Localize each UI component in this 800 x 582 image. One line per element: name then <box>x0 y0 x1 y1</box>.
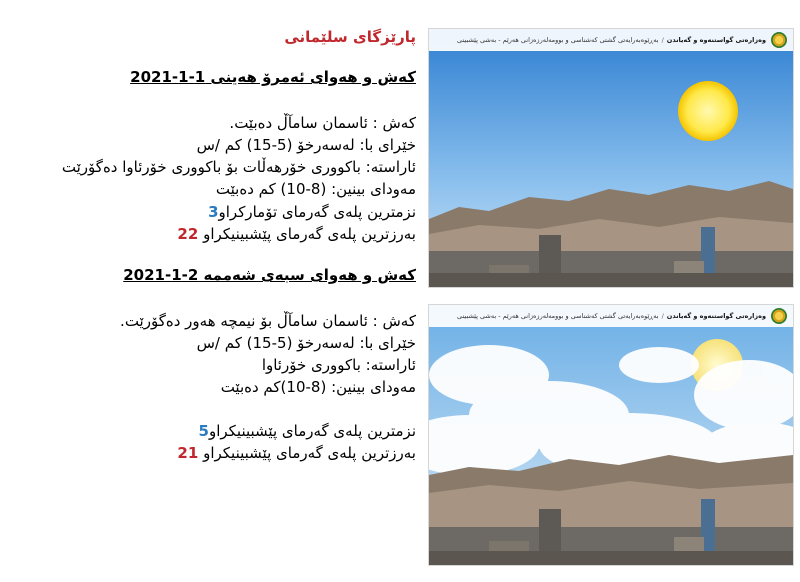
day2-heading: کەش و هەوای سبەی شەممە 2-1-2021 <box>123 266 416 284</box>
cloudy-city-illustration <box>429 305 793 565</box>
day1-low-value: 3 <box>208 203 219 221</box>
day2-wind-direction: ئاراستە: باکووری خۆرئاوا <box>261 356 416 374</box>
day2-low-temp <box>199 422 416 440</box>
day1-condition: کەش : ئاسمان سامآڵ دەبێت. <box>229 114 416 132</box>
day1-wind-speed: خێرای با: لەسەرخۆ (5-15) کم /س <box>196 136 416 154</box>
day1-high-label: بەرزترین پلەی گەرمای پێشبینیکراو <box>203 225 416 243</box>
province-title: پارێزگای سلێمانی <box>284 28 416 46</box>
day2-high-label: بەرزترین پلەی گەرمای پێشبینیکراو <box>203 444 416 462</box>
day1-high-temp <box>177 225 416 243</box>
weather-image-sunny <box>428 28 794 288</box>
weather-image-partly-cloudy <box>428 304 794 566</box>
banner-separator: / <box>661 36 664 44</box>
day2-low-value: 5 <box>198 422 209 440</box>
banner-directorate: بەڕێوەبەرایەتی گشتی کەشناسی و بوومەلەرزەزانی هەرێم - بەشی پێشبینی <box>457 312 659 320</box>
ministry-banner <box>429 305 793 327</box>
day2-high-value: 21 <box>177 444 199 462</box>
day2-condition: کەش : ئاسمان سامآڵ بۆ نیمچە هەور دەگۆرێت. <box>120 312 416 330</box>
sunny-city-illustration <box>429 29 793 287</box>
kurdistan-emblem-icon <box>771 308 787 324</box>
banner-separator: / <box>661 312 664 320</box>
day1-low-temp <box>208 203 416 221</box>
day2-high-temp <box>177 444 416 462</box>
day1-low-label: نزمترین پلەی گەرمای تۆمارکراو <box>218 203 416 221</box>
day1-visibility: مەودای بینین: (8-10) کم دەبێت <box>215 180 416 198</box>
day2-wind-speed: خێرای با: لەسەرخۆ (5-15) کم /س <box>196 334 416 352</box>
ministry-banner <box>429 29 793 51</box>
day2-low-label: نزمترین پلەی گەرمای پێشبینیکراو <box>208 422 416 440</box>
day1-heading: کەش و هەوای ئەمرۆ هەینی 1-1-2021 <box>130 68 416 86</box>
sun-icon <box>678 81 738 141</box>
day1-wind-direction: ئاراستە: باکووری خۆرهەڵات بۆ باکووری خۆرئاوا دەگۆرێت <box>61 158 416 176</box>
day1-high-value: 22 <box>177 225 199 243</box>
kurdistan-emblem-icon <box>771 32 787 48</box>
day2-visibility: مەودای بینین: (8-10)کم دەبێت <box>220 378 416 396</box>
banner-ministry: وەزارەتی گواستنەوە و گەیاندن <box>666 312 766 320</box>
banner-ministry: وەزارەتی گواستنەوە و گەیاندن <box>666 36 766 44</box>
banner-directorate: بەڕێوەبەرایەتی گشتی کەشناسی و بوومەلەرزەزانی هەرێم - بەشی پێشبینی <box>457 36 659 44</box>
